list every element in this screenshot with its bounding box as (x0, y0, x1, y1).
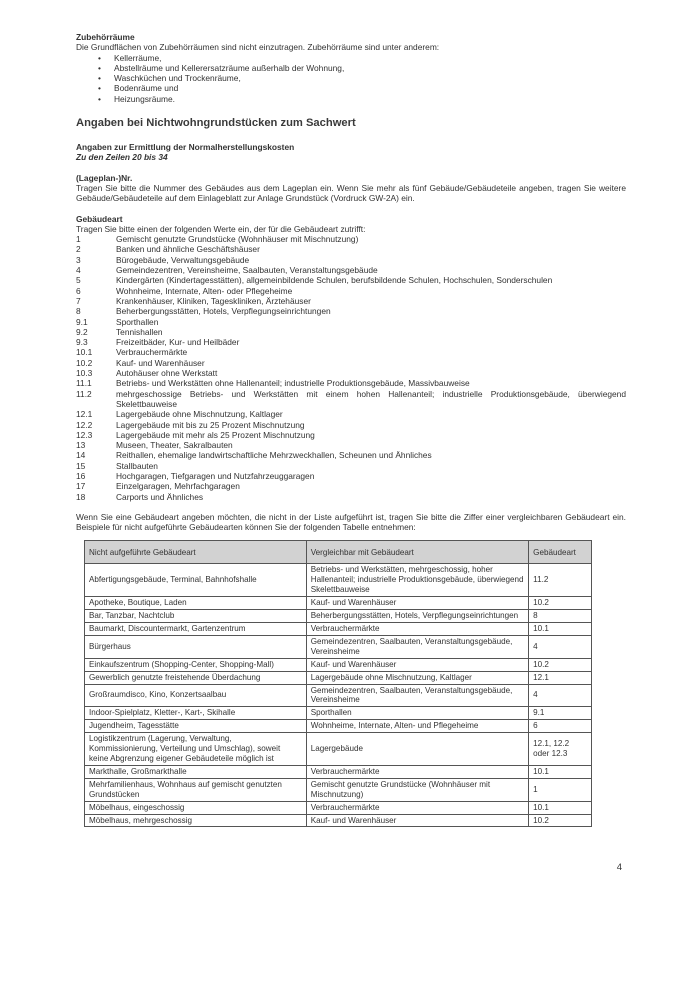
code-description: Freizeitbäder, Kur- und Heilbäder (116, 337, 240, 348)
table-row (85, 707, 592, 720)
code-description: Tennishallen (116, 326, 163, 337)
code-number: 3 (76, 254, 81, 265)
table-row (85, 720, 592, 733)
cell-type-code: 10.1 (529, 801, 592, 814)
cell-not-listed-type: Markthalle, Großmarkthalle (85, 765, 307, 778)
code-number: 6 (76, 285, 81, 296)
code-description: Carports und Ähnliches (116, 491, 204, 502)
gebaeudeart-code-list (76, 234, 626, 502)
code-description: Kindergärten (Kindertagesstätten), allgemeinbildende Schulen, berufsbildende Schulen, Hochschulen, Sonderschulen (116, 275, 553, 286)
nhk-heading: Angaben zur Ermittlung der Normalherstellungskosten (76, 142, 295, 153)
code-description: Autohäuser ohne Werkstatt (116, 368, 218, 379)
code-row (76, 317, 626, 327)
code-number: 2 (76, 244, 81, 255)
cell-not-listed-type: Möbelhaus, eingeschossig (85, 801, 307, 814)
cell-type-code: 6 (529, 720, 592, 733)
table-row (85, 658, 592, 671)
code-description: Banken und ähnliche Geschäftshäuser (116, 244, 260, 255)
table-header-row (85, 541, 592, 564)
code-row (76, 409, 626, 419)
cell-comparable-type: Kauf- und Warenhäuser (306, 597, 528, 610)
cell-comparable-type: Wohnheime, Internate, Alten- und Pflegeheime (306, 720, 528, 733)
table-row (85, 765, 592, 778)
code-row (76, 244, 626, 254)
code-description: Krankenhäuser, Kliniken, Tageskliniken, Ärztehäuser (116, 295, 311, 306)
code-number: 12.3 (76, 429, 93, 440)
table-row (85, 814, 592, 827)
cell-not-listed-type: Mehrfamilienhaus, Wohnhaus auf gemischt genutzten Grundstücken (85, 778, 307, 801)
lageplan-heading: (Lageplan-)Nr. (76, 172, 133, 183)
cell-type-code: 10.2 (529, 597, 592, 610)
code-description: Lagergebäude mit bis zu 25 Prozent Mischnutzung (116, 419, 305, 430)
code-number: 5 (76, 275, 81, 286)
cell-type-code: 4 (529, 635, 592, 658)
table-row (85, 610, 592, 623)
list-item: • Bodenräume und (76, 83, 626, 93)
list-item: • Waschküchen und Trockenräume, (76, 73, 626, 83)
code-row (76, 265, 626, 275)
table-row (85, 635, 592, 658)
column-header-comparable: Vergleichbar mit Gebäudeart (306, 541, 528, 564)
list-item: • Heizungsräume. (76, 94, 626, 104)
code-description: Lagergebäude ohne Mischnutzung, Kaltlager (116, 409, 283, 420)
code-description: Beherbergungsstätten, Hotels, Verpflegungseinrichtungen (116, 306, 331, 317)
code-row (76, 255, 626, 265)
cell-comparable-type: Lagergebäude (306, 733, 528, 766)
code-row (76, 471, 626, 481)
cell-type-code: 4 (529, 684, 592, 707)
code-number: 12.2 (76, 419, 93, 430)
cell-comparable-type: Gemeindezentren, Saalbauten, Veranstaltungsgebäude, Vereinsheime (306, 635, 528, 658)
code-number: 7 (76, 295, 81, 306)
code-number: 10.1 (76, 347, 93, 358)
code-row (76, 347, 626, 357)
code-number: 16 (76, 470, 86, 481)
cell-not-listed-type: Großraumdisco, Kino, Konzertsaalbau (85, 684, 307, 707)
cell-not-listed-type: Logistikzentrum (Lagerung, Verwaltung, Kommissionierung, Verteilung und Umschlag), soweit keine Abgrenzung eigener Gebäudeteile möglich ist (85, 733, 307, 766)
nhk-subheading: Zu den Zeilen 20 bis 34 (76, 152, 168, 163)
gebaeudeart-heading: Gebäudeart (76, 213, 123, 224)
cell-not-listed-type: Apotheke, Boutique, Laden (85, 597, 307, 610)
cell-not-listed-type: Einkaufszentrum (Shopping-Center, Shopping-Mall) (85, 658, 307, 671)
cell-type-code: 9.1 (529, 707, 592, 720)
zubehoer-list (76, 53, 626, 104)
code-number: 14 (76, 450, 86, 461)
code-description: Lagergebäude mit mehr als 25 Prozent Mischnutzung (116, 429, 315, 440)
code-number: 11.2 (76, 388, 92, 399)
cell-comparable-type: Kauf- und Warenhäuser (306, 814, 528, 827)
cell-type-code: 10.2 (529, 814, 592, 827)
table-row (85, 597, 592, 610)
list-item: • Kellerräume, (76, 53, 626, 63)
zubehoer-intro: Die Grundflächen von Zubehörräumen sind nicht einzutragen. Zubehörräume sind unter anderem: (76, 42, 440, 53)
cell-type-code: 10.1 (529, 765, 592, 778)
cell-comparable-type: Gemischt genutzte Grundstücke (Wohnhäuser mit Mischnutzung) (306, 778, 528, 801)
cell-comparable-type: Gemeindezentren, Saalbauten, Veranstaltungsgebäude, Vereinsheime (306, 684, 528, 707)
table-row (85, 801, 592, 814)
code-number: 1 (76, 234, 81, 245)
cell-not-listed-type: Jugendheim, Tagesstätte (85, 720, 307, 733)
cell-not-listed-type: Möbelhaus, mehrgeschossig (85, 814, 307, 827)
code-number: 11.1 (76, 378, 92, 389)
cell-not-listed-type: Gewerblich genutzte freistehende Überdachung (85, 671, 307, 684)
code-number: 17 (76, 481, 86, 492)
code-number: 9.3 (76, 337, 88, 348)
code-row (76, 306, 626, 316)
code-row (76, 275, 626, 285)
cell-type-code: 12.1 (529, 671, 592, 684)
code-row (76, 440, 626, 450)
cell-type-code: 1 (529, 778, 592, 801)
code-description: Museen, Theater, Sakralbauten (116, 440, 233, 451)
code-row (76, 430, 626, 440)
code-description: Stallbauten (116, 460, 158, 471)
document-page (76, 32, 626, 827)
code-row (76, 337, 626, 347)
table-row (85, 778, 592, 801)
cell-not-listed-type: Baumarkt, Discountermarkt, Gartenzentrum (85, 623, 307, 636)
table-row (85, 623, 592, 636)
cell-comparable-type: Beherbergungsstätten, Hotels, Verpflegungseinrichtungen (306, 610, 528, 623)
code-number: 4 (76, 265, 81, 276)
code-number: 9.2 (76, 326, 88, 337)
code-number: 9.1 (76, 316, 88, 327)
code-description: Sporthallen (116, 316, 159, 327)
cell-type-code: 11.2 (529, 564, 592, 597)
code-description: Reithallen, ehemalige landwirtschaftliche Mehrzweckhallen, Scheunen und Ähnliches (116, 450, 432, 461)
comparison-table (84, 540, 592, 827)
cell-comparable-type: Verbrauchermärkte (306, 801, 528, 814)
code-description: Kauf- und Warenhäuser (116, 357, 205, 368)
code-description: Betriebs- und Werkstätten ohne Hallenanteil; industrielle Produktionsgebäude, Massivbauweise (116, 378, 470, 389)
code-row (76, 327, 626, 337)
cell-type-code: 10.2 (529, 658, 592, 671)
code-description: Bürogebäude, Verwaltungsgebäude (116, 254, 250, 265)
table-row (85, 671, 592, 684)
code-row (76, 286, 626, 296)
code-description: Verbrauchermärkte (116, 347, 188, 358)
table-row (85, 733, 592, 766)
code-number: 13 (76, 440, 86, 451)
code-row (76, 378, 626, 388)
code-number: 12.1 (76, 409, 93, 420)
lageplan-text: Tragen Sie bitte die Nummer des Gebäudes aus dem Lageplan ein. Wenn Sie mehr als fünf Gebäude/Gebäudeteile angeben, tragen Sie weitere Gebäude/Gebäudeteile auf dem Einlageblatt zur Anlage Grundstück (Vordruck GW-2A) ein. (76, 182, 626, 204)
column-header-code: Gebäudeart (529, 541, 592, 564)
code-row (76, 358, 626, 368)
code-row (76, 450, 626, 460)
cell-comparable-type: Sporthallen (306, 707, 528, 720)
code-row (76, 389, 626, 410)
code-description: Wohnheime, Internate, Alten- oder Pflegeheime (116, 285, 293, 296)
cell-not-listed-type: Abfertigungsgebäude, Terminal, Bahnhofshalle (85, 564, 307, 597)
table-row (85, 564, 592, 597)
code-number: 8 (76, 306, 81, 317)
code-description: Gemischt genutzte Grundstücke (Wohnhäuser mit Mischnutzung) (116, 234, 359, 245)
code-number: 18 (76, 491, 86, 502)
table-row (85, 684, 592, 707)
code-row (76, 420, 626, 430)
cell-comparable-type: Betriebs- und Werkstätten, mehrgeschossig, hoher Hallenanteil; industrielle Produktionsgebäude, überwiegend Skelettbauweise (306, 564, 528, 597)
zubehoer-heading: Zubehörräume (76, 32, 135, 42)
code-description: Hochgaragen, Tiefgaragen und Nutzfahrzeuggaragen (116, 470, 315, 481)
cell-type-code: 12.1, 12.2 oder 12.3 (529, 733, 592, 766)
cell-type-code: 8 (529, 610, 592, 623)
code-number: 10.2 (76, 357, 93, 368)
code-number: 10.3 (76, 368, 93, 379)
gebaeudeart-note: Wenn Sie eine Gebäudeart angeben möchten, die nicht in der Liste aufgeführt ist, tragen Sie bitte die Ziffer einer vergleichbaren Gebäudeart ein. Beispiele für nicht aufgeführte Gebäudearten können Sie der folgenden Tabelle entnehmen: (76, 511, 626, 533)
code-description: mehrgeschossige Betriebs- und Werkstätten mit einem hohen Hallenanteil; industrielle Produktionsgebäude, überwiegend Skelettbauweise (116, 388, 626, 409)
cell-not-listed-type: Bar, Tanzbar, Nachtclub (85, 610, 307, 623)
gebaeudeart-intro: Tragen Sie bitte einen der folgenden Werte ein, der für die Gebäudeart zutrifft: (76, 223, 366, 234)
cell-comparable-type: Lagergebäude ohne Mischnutzung, Kaltlager (306, 671, 528, 684)
code-row (76, 368, 626, 378)
code-row (76, 296, 626, 306)
code-row (76, 234, 626, 244)
page-number: 4 (616, 862, 622, 873)
cell-not-listed-type: Bürgerhaus (85, 635, 307, 658)
code-description: Gemeindezentren, Vereinsheime, Saalbauten, Veranstaltungsgebäude (116, 265, 378, 276)
code-row (76, 492, 626, 502)
cell-type-code: 10.1 (529, 623, 592, 636)
cell-comparable-type: Verbrauchermärkte (306, 623, 528, 636)
cell-not-listed-type: Indoor-Spielplatz, Kletter-, Kart-, Skihalle (85, 707, 307, 720)
column-header-not-listed: Nicht aufgeführte Gebäudeart (85, 541, 307, 564)
code-row (76, 481, 626, 491)
list-item: • Abstellräume und Kellerersatzräume außerhalb der Wohnung, (76, 63, 626, 73)
code-number: 15 (76, 460, 86, 471)
cell-comparable-type: Verbrauchermärkte (306, 765, 528, 778)
cell-comparable-type: Kauf- und Warenhäuser (306, 658, 528, 671)
code-description: Einzelgaragen, Mehrfachgaragen (116, 481, 240, 492)
section-heading: Angaben bei Nichtwohngrundstücken zum Sachwert (76, 117, 356, 130)
code-row (76, 461, 626, 471)
